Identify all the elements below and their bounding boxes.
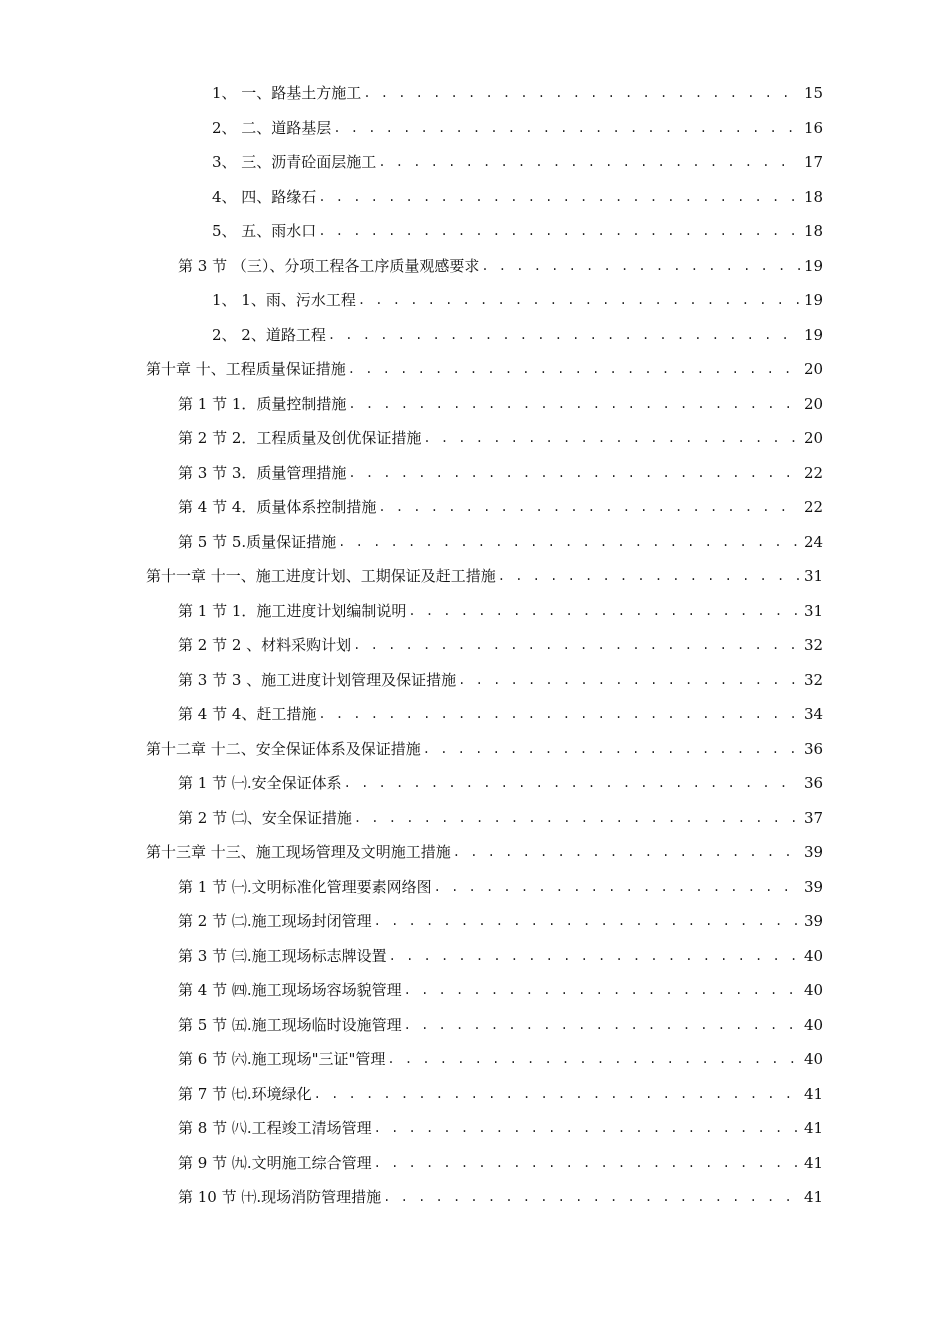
dot-leader: [328, 318, 800, 352]
toc-entry[interactable]: [178, 1008, 822, 1042]
toc-entry[interactable]: [146, 732, 822, 766]
dot-leader: [404, 973, 800, 1007]
toc-entry-page-number: 22: [804, 463, 824, 482]
toc-entry[interactable]: [178, 1180, 822, 1214]
toc-entry[interactable]: [212, 76, 822, 110]
toc-entry-page-number: 15: [804, 84, 824, 102]
toc-entry-title: 3、 三、沥青砼面层施工: [212, 153, 377, 171]
toc-entry-page-number: 20: [804, 360, 824, 378]
toc-entry-page-number: 40: [804, 946, 824, 965]
toc-entry[interactable]: [178, 1111, 822, 1145]
toc-entry[interactable]: [178, 525, 822, 559]
toc-entry-title: 1、 1、雨、污水工程: [212, 291, 356, 309]
toc-entry[interactable]: [212, 180, 822, 214]
toc-entry-page-number: 24: [804, 532, 824, 551]
toc-entry[interactable]: [146, 352, 822, 386]
toc-entry-page-number: 19: [804, 291, 824, 309]
toc-entry-page-number: 36: [804, 774, 824, 792]
toc-entry-page-number: 41: [804, 1119, 824, 1137]
dot-leader: [423, 421, 800, 455]
toc-entry-page-number: 41: [804, 1153, 824, 1172]
dot-leader: [423, 732, 800, 766]
dot-leader: [387, 1042, 800, 1076]
toc-entry-page-number: 40: [804, 1050, 824, 1068]
toc-entry[interactable]: [178, 594, 822, 628]
toc-entry-page-number: 16: [804, 118, 824, 137]
toc-entry-title: 2、 二、道路基层: [212, 118, 332, 137]
toc-entry-page-number: 31: [804, 601, 824, 620]
toc-entry-title: 第 10 节 ㈩.现场消防管理措施: [178, 1188, 382, 1206]
toc-entry[interactable]: [178, 421, 822, 455]
toc-entry-page-number: 37: [804, 808, 824, 827]
toc-entry[interactable]: [178, 870, 822, 904]
dot-leader: [378, 145, 800, 179]
toc-entry-title: 第十章 十、工程质量保证措施: [146, 360, 346, 378]
toc-entry-title: 第 3 节 ㈢.施工现场标志牌设置: [178, 946, 387, 965]
dot-leader: [358, 283, 800, 317]
toc-entry-page-number: 39: [804, 843, 824, 861]
toc-entry-page-number: 31: [804, 567, 824, 585]
toc-entry[interactable]: [178, 1077, 822, 1111]
toc-entry[interactable]: [178, 456, 822, 490]
toc-entry-title: 第十一章 十一、施工进度计划、工期保证及赶工措施: [146, 567, 496, 585]
toc-entry-title: 第 8 节 ㈧.工程竣工清场管理: [178, 1119, 372, 1137]
dot-leader: [318, 697, 800, 731]
toc-entry[interactable]: [178, 490, 822, 524]
toc-entry-title: 第十三章 十三、施工现场管理及文明施工措施: [146, 843, 451, 861]
toc-entry[interactable]: [178, 1146, 822, 1180]
toc-entry-page-number: 40: [804, 981, 824, 999]
dot-leader: [498, 559, 800, 593]
dot-leader: [408, 594, 800, 628]
toc-entry[interactable]: [146, 559, 822, 593]
dot-leader: [363, 76, 800, 110]
toc-entry[interactable]: [178, 387, 822, 421]
dot-leader: [338, 525, 800, 559]
toc-entry-page-number: 20: [804, 429, 824, 447]
dot-leader: [458, 663, 800, 697]
dot-leader: [374, 1146, 800, 1180]
dot-leader: [354, 801, 800, 835]
toc-entry-page-number: 34: [804, 705, 824, 723]
toc-entry-title: 第 2 节 ㈡.施工现场封闭管理: [178, 912, 372, 930]
toc-entry-title: 第 9 节 ㈨.文明施工综合管理: [178, 1153, 372, 1172]
toc-entry-page-number: 36: [804, 739, 824, 758]
toc-entry-title: 第 3 节 （三）、分项工程各工序质量观感要求: [178, 256, 480, 275]
dot-leader: [374, 1111, 800, 1145]
dot-leader: [348, 352, 800, 386]
toc-entry[interactable]: [178, 973, 822, 1007]
toc-entry[interactable]: [212, 318, 822, 352]
dot-leader: [383, 1180, 800, 1214]
toc-entry-page-number: 32: [804, 670, 824, 689]
toc-entry-title: 第 7 节 ㈦.环境绿化: [178, 1084, 312, 1103]
toc-entry-title: 第 1 节 ㈠.安全保证体系: [178, 774, 342, 792]
toc-entry-page-number: 41: [804, 1188, 824, 1206]
toc-entry-page-number: 19: [804, 256, 824, 275]
dot-leader: [314, 1077, 800, 1111]
dot-leader: [348, 387, 800, 421]
toc-entry-title: 第 1 节 1．施工进度计划编制说明: [178, 601, 407, 620]
dot-leader: [453, 835, 800, 869]
dot-leader: [318, 180, 800, 214]
dot-leader: [374, 904, 800, 938]
toc-entry-page-number: 39: [804, 877, 824, 896]
toc-entry-title: 2、 2、道路工程: [212, 325, 326, 344]
toc-entry-title: 第 2 节 ㈡、安全保证措施: [178, 808, 352, 827]
dot-leader: [481, 249, 800, 283]
dot-leader: [318, 214, 800, 248]
toc-entry-title: 5、 五、雨水口: [212, 222, 317, 240]
toc-entry-title: 第 4 节 4．质量体系控制措施: [178, 498, 377, 516]
dot-leader: [404, 1008, 800, 1042]
toc-entry-title: 第 1 节 1．质量控制措施: [178, 394, 347, 413]
toc-entry[interactable]: [212, 111, 822, 145]
toc-entry-page-number: 39: [804, 912, 824, 930]
toc-entry[interactable]: [212, 145, 822, 179]
toc-entry[interactable]: [178, 904, 822, 938]
dot-leader: [434, 870, 800, 904]
toc-entry-page-number: 41: [804, 1084, 824, 1103]
toc-entry-title: 4、 四、路缘石: [212, 187, 317, 206]
toc-entry-page-number: 18: [804, 187, 824, 206]
toc-entry-title: 1、 一、路基土方施工: [212, 84, 362, 102]
toc-entry-title: 第 2 节 2 、材料采购计划: [178, 636, 352, 654]
toc-entry[interactable]: [178, 766, 822, 800]
toc-entry[interactable]: [178, 801, 822, 835]
toc-entry[interactable]: [178, 939, 822, 973]
toc-entry[interactable]: [212, 283, 822, 317]
dot-leader: [389, 939, 800, 973]
toc-entry-page-number: 17: [804, 153, 824, 171]
toc-entry-title: 第 3 节 3．质量管理措施: [178, 463, 347, 482]
toc-entry-title: 第 1 节 ㈠.文明标准化管理要素网络图: [178, 877, 432, 896]
toc-entry-page-number: 18: [804, 222, 824, 240]
toc-entry-title: 第 2 节 2．工程质量及创优保证措施: [178, 429, 422, 447]
dot-leader: [333, 111, 800, 145]
toc-entry-page-number: 20: [804, 394, 824, 413]
toc-entry[interactable]: [178, 1042, 822, 1076]
dot-leader: [344, 766, 800, 800]
toc-entry[interactable]: [212, 214, 822, 248]
toc-entry-page-number: 32: [804, 636, 824, 654]
toc-entry-title: 第 6 节 ㈥.施工现场"三证"管理: [178, 1050, 386, 1068]
toc-entry-title: 第 3 节 3 、施工进度计划管理及保证措施: [178, 670, 457, 689]
dot-leader: [348, 456, 800, 490]
toc-entry-title: 第 5 节 5.质量保证措施: [178, 532, 337, 551]
toc-entry[interactable]: [146, 835, 822, 869]
toc-entry[interactable]: [178, 628, 822, 662]
dot-leader: [353, 628, 800, 662]
toc-entry[interactable]: [178, 663, 822, 697]
toc-entry[interactable]: [178, 697, 822, 731]
toc-entry-page-number: 19: [804, 325, 824, 344]
toc-entry[interactable]: [178, 249, 822, 283]
toc-entry-page-number: 22: [804, 498, 824, 516]
toc-entry-page-number: 40: [804, 1015, 824, 1034]
toc-entry-title: 第 5 节 ㈤.施工现场临时设施管理: [178, 1015, 402, 1034]
toc-entry-title: 第 4 节 4、赶工措施: [178, 705, 317, 723]
toc-entry-title: 第十二章 十二、安全保证体系及保证措施: [146, 739, 421, 758]
dot-leader: [378, 490, 800, 524]
toc-entry-title: 第 4 节 ㈣.施工现场场容场貌管理: [178, 981, 402, 999]
